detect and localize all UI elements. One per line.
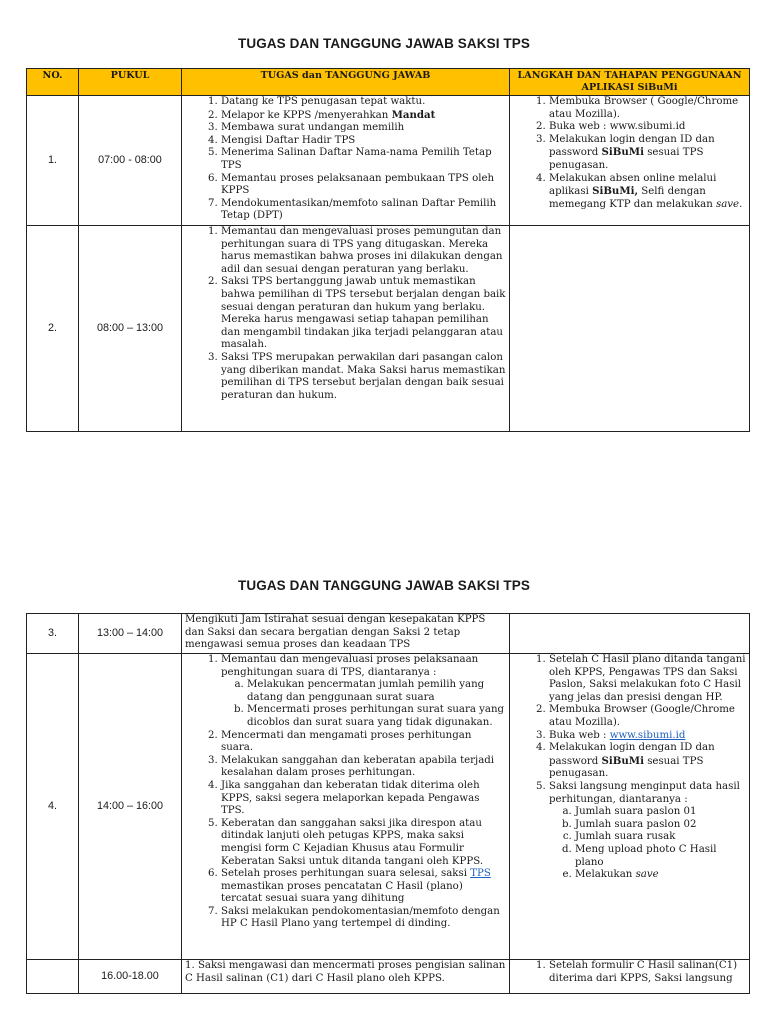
- list-item: 2. Buka web : www.sibumi.id: [549, 121, 746, 134]
- row-number: [27, 960, 79, 994]
- row-duties: 1. Saksi mengawasi dan mencermati proses pengisian salinan C Hasil salinan (C1) dari C Hasil plano oleh KPPS.: [182, 960, 510, 994]
- list-item: 7. Saksi melakukan pendokomentasian/memfoto dengan HP C Hasil Plano yang tertempel di dinding.: [221, 906, 506, 931]
- list-item: 5. Saksi langsung menginput data hasil perhitungan, diantaranya : a. Jumlah suara paslon 01 b. Jumlah suara paslon 02 c. Jumlah suara rusak d. Meng upload photo C Hasil plano e. Melakukan save: [549, 781, 746, 882]
- row-duties: [182, 226, 510, 432]
- duty-table-2: [26, 613, 750, 994]
- row-number: 3.: [27, 614, 79, 654]
- list-item: 3. Buka web : www.sibumi.id: [549, 730, 746, 743]
- list-item: 3. Membawa surat undangan memilih: [221, 122, 506, 135]
- list-item: b. Jumlah suara paslon 02: [575, 819, 746, 832]
- row-time: 13:00 – 14:00: [79, 614, 182, 654]
- list-item: 3. Melakukan login dengan ID dan password SiBuMi sesuai TPS penugasan.: [549, 134, 746, 173]
- list-item: 2. Mencermati dan mengamati proses perhitungan suara.: [221, 730, 506, 755]
- list-item: d. Meng upload photo C Hasil plano: [575, 844, 746, 869]
- table-row: [27, 96, 750, 226]
- row-steps: [510, 960, 750, 994]
- list-item: c. Jumlah suara rusak: [575, 831, 746, 844]
- list-item: 1. Memantau dan mengevaluasi proses pemungutan dan perhitungan suara di TPS yang ditugaskan. Mereka harus memastikan bahwa proses ini dilakukan dengan adil dan sesuai dengan peraturan yang berlaku.: [221, 226, 506, 276]
- header-no: NO.: [27, 69, 79, 96]
- list-item: a. Jumlah suara paslon 01: [575, 806, 746, 819]
- list-item: 4. Mengisi Daftar Hadir TPS: [221, 135, 506, 148]
- table-header-row: [27, 69, 750, 96]
- list-item: 3. Melakukan sanggahan dan keberatan apabila terjadi kesalahan dalam proses perhitungan.: [221, 755, 506, 780]
- list-item: 1. Datang ke TPS penugasan tepat waktu.: [221, 96, 506, 109]
- header-tugas: TUGAS dan TANGGUNG JAWAB: [182, 69, 510, 96]
- list-item: 6. Memantau proses pelaksanaan pembukaan TPS oleh KPPS: [221, 173, 506, 198]
- row-time: 16.00-18.00: [79, 960, 182, 994]
- list-item: 3. Saksi TPS merupakan perwakilan dari pasangan calon yang diberikan mandat. Maka Saksi harus memastikan pemilihan di TPS tersebut berjalan dengan baik sesuai peraturan dan hukum.: [221, 352, 506, 402]
- list-item: 2. Melapor ke KPPS /menyerahkan Mandat: [221, 109, 506, 123]
- row-time: 07:00 - 08:00: [79, 96, 182, 226]
- row-duties: Mengikuti Jam Istirahat sesuai dengan kesepakatan KPPS dan Saksi dan secara bergatian dengan Saksi 2 tetap mengawasi semua proses dan keadaan TPS: [182, 614, 510, 654]
- list-item: 4. Melakukan absen online melalui aplikasi SiBuMi, Selfi dengan memegang KTP dan melakukan save.: [549, 173, 746, 212]
- row-number: 1.: [27, 96, 79, 226]
- list-item: e. Melakukan save: [575, 869, 746, 882]
- list-item: 1. Setelah formulir C Hasil salinan(C1) diterima dari KPPS, Saksi langsung: [549, 960, 746, 985]
- page-title: TUGAS DAN TANGGUNG JAWAB SAKSI TPS: [238, 36, 530, 51]
- list-item: 2. Saksi TPS bertanggung jawab untuk memastikan bahwa pemilihan di TPS tersebut berjalan dengan baik sesuai dengan peraturan dan hukum yang berlaku. Mereka harus mengawasi setiap tahapan pemilihan dan mengambil tindakan jika terjadi pelanggaran atau masalah.: [221, 276, 506, 352]
- row-steps: [510, 226, 750, 432]
- list-item: 1. Membuka Browser ( Google/Chrome atau Mozilla).: [549, 96, 746, 121]
- row-number: 4.: [27, 654, 79, 960]
- list-item: 4. Jika sanggahan dan keberatan tidak diterima oleh KPPS, saksi segera melaporkan kepada Pengawas TPS.: [221, 780, 506, 818]
- table-row: [27, 226, 750, 432]
- list-item: 6. Setelah proses perhitungan suara selesai, saksi TPS memastikan proses pencatatan C Hasil (plano) tercatat sesuai suara yang dihitung: [221, 868, 506, 906]
- tps-link[interactable]: TPS: [470, 868, 491, 880]
- row-steps: [510, 654, 750, 960]
- list-item: 7. Mendokumentasikan/memfoto salinan Daftar Pemilih Tetap (DPT): [221, 198, 506, 223]
- row-steps: [510, 96, 750, 226]
- row-duties: [182, 654, 510, 960]
- sibumi-link[interactable]: www.sibumi.id: [609, 729, 686, 741]
- row-time: 08:00 – 13:00: [79, 226, 182, 432]
- list-item: 2. Membuka Browser (Google/Chrome atau Mozilla).: [549, 704, 746, 729]
- list-item: b. Mencermati proses perhitungan surat suara yang dicoblos dan surat suara yang tidak digunakan.: [247, 704, 506, 729]
- table-row: [27, 614, 750, 654]
- table-row: [27, 960, 750, 994]
- row-steps: [510, 614, 750, 654]
- header-pukul: PUKUL: [79, 69, 182, 96]
- row-duties: [182, 96, 510, 226]
- duty-table-1: [26, 68, 750, 432]
- page-title: TUGAS DAN TANGGUNG JAWAB SAKSI TPS: [238, 578, 530, 593]
- list-item: 4. Melakukan login dengan ID dan password SiBuMi sesuai TPS penugasan.: [549, 742, 746, 781]
- list-item: 1. Setelah C Hasil plano ditanda tangani oleh KPPS, Pengawas TPS dan Saksi Paslon, Saksi melakukan foto C Hasil yang jelas dan presisi dengan HP.: [549, 654, 746, 704]
- row-number: 2.: [27, 226, 79, 432]
- header-langkah: LANGKAH DAN TAHAPAN PENGGUNAAN APLIKASI SiBuMi: [510, 69, 750, 96]
- table-row: [27, 654, 750, 960]
- list-item: 5. Menerima Salinan Daftar Nama-nama Pemilih Tetap TPS: [221, 147, 506, 172]
- list-item: 1. Memantau dan mengevaluasi proses pelaksanaan penghitungan suara di TPS, diantaranya : a. Melakukan pencermatan jumlah pemilih yang datang dan penggunaan surat suara b. Mencermati proses perhitungan surat suara yang dicoblos dan surat suara yang tidak digunakan.: [221, 654, 506, 730]
- row-time: 14:00 – 16:00: [79, 654, 182, 960]
- list-item: 5. Keberatan dan sanggahan saksi jika direspon atau ditindak lanjuti oleh petugas KPPS, maka saksi mengisi form C Kejadian Khusus atau Formulir Keberatan Saksi untuk ditanda tangani oleh KPPS.: [221, 818, 506, 868]
- list-item: a. Melakukan pencermatan jumlah pemilih yang datang dan penggunaan surat suara: [247, 679, 506, 704]
